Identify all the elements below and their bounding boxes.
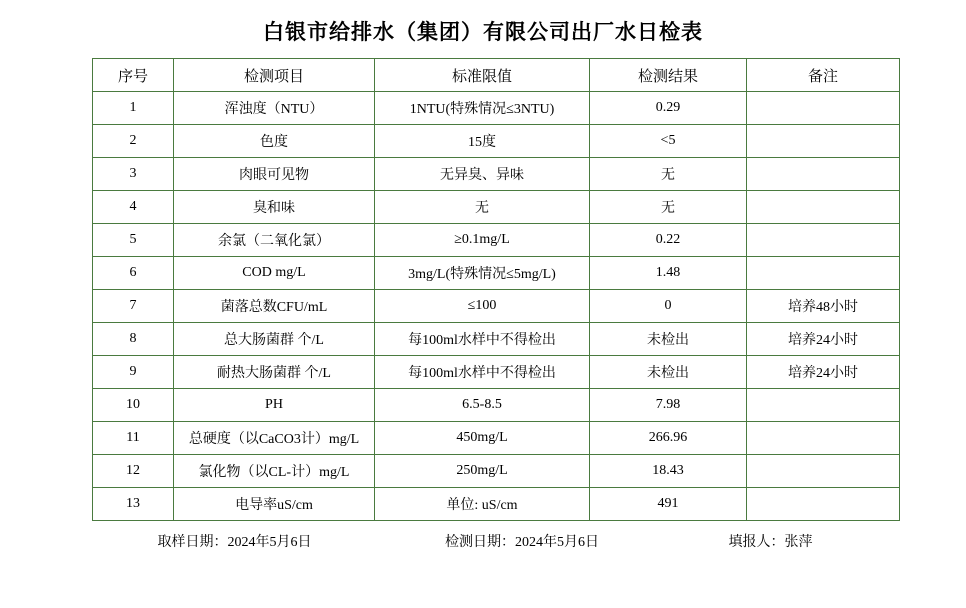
- cell-result: 491: [590, 488, 747, 521]
- table-row: [93, 191, 900, 224]
- column-header-item: 检测项目: [174, 59, 375, 92]
- cell-result: 18.43: [590, 455, 747, 488]
- cell-result: 7.98: [590, 389, 747, 422]
- cell-result: 266.96: [590, 422, 747, 455]
- cell-no: 3: [93, 158, 174, 191]
- sampling-date: 取样日期：2024年5月6日: [157, 535, 312, 550]
- cell-no: 13: [93, 488, 174, 521]
- cell-limit: ≥0.1mg/L: [375, 224, 590, 257]
- cell-limit: 3mg/L(特殊情况≤5mg/L): [375, 257, 590, 290]
- cell-no: 4: [93, 191, 174, 224]
- column-header-limit: 标准限值: [375, 59, 590, 92]
- cell-limit: 每100ml水样中不得检出: [375, 356, 590, 389]
- cell-limit: 15度: [375, 125, 590, 158]
- table-row: [93, 356, 900, 389]
- cell-no: 5: [93, 224, 174, 257]
- cell-item: 肉眼可见物: [174, 158, 375, 191]
- cell-item: 浑浊度（NTU）: [174, 92, 375, 125]
- cell-remark: 培养48小时: [747, 290, 900, 323]
- column-header-no: 序号: [93, 59, 174, 92]
- cell-remark: [747, 422, 900, 455]
- cell-limit: 单位: uS/cm: [375, 488, 590, 521]
- cell-item: COD mg/L: [174, 257, 375, 290]
- table-row: [93, 290, 900, 323]
- table-row: [93, 323, 900, 356]
- cell-result: 未检出: [590, 356, 747, 389]
- cell-result: <5: [590, 125, 747, 158]
- table-row: [93, 488, 900, 521]
- report-table-container: [0, 58, 966, 521]
- cell-remark: 培养24小时: [747, 323, 900, 356]
- reporter: 填报人：张萍: [728, 535, 813, 550]
- cell-item: 臭和味: [174, 191, 375, 224]
- cell-limit: 250mg/L: [375, 455, 590, 488]
- cell-remark: [747, 125, 900, 158]
- cell-remark: 培养24小时: [747, 356, 900, 389]
- cell-result: 未检出: [590, 323, 747, 356]
- cell-remark: [747, 191, 900, 224]
- cell-item: 耐热大肠菌群 个/L: [174, 356, 375, 389]
- cell-no: 6: [93, 257, 174, 290]
- cell-no: 1: [93, 92, 174, 125]
- cell-limit: 无异臭、异味: [375, 158, 590, 191]
- table-row: [93, 455, 900, 488]
- cell-remark: [747, 257, 900, 290]
- table-body: [93, 92, 900, 521]
- cell-no: 10: [93, 389, 174, 422]
- cell-item: 氯化物（以CL-计）mg/L: [174, 455, 375, 488]
- water-quality-table: [92, 58, 900, 521]
- cell-no: 7: [93, 290, 174, 323]
- table-row: [93, 257, 900, 290]
- cell-limit: ≤100: [375, 290, 590, 323]
- cell-result: 1.48: [590, 257, 747, 290]
- table-row: [93, 422, 900, 455]
- cell-item: PH: [174, 389, 375, 422]
- cell-item: 余氯（二氧化氯）: [174, 224, 375, 257]
- cell-no: 9: [93, 356, 174, 389]
- column-header-remark: 备注: [747, 59, 900, 92]
- cell-result: 0.29: [590, 92, 747, 125]
- table-row: [93, 158, 900, 191]
- cell-result: 无: [590, 158, 747, 191]
- cell-item: 色度: [174, 125, 375, 158]
- cell-remark: [747, 455, 900, 488]
- cell-remark: [747, 389, 900, 422]
- cell-remark: [747, 158, 900, 191]
- cell-no: 8: [93, 323, 174, 356]
- cell-remark: [747, 92, 900, 125]
- page-title: 白银市给排水（集团）有限公司出厂水日检表: [263, 20, 703, 44]
- table-row: [93, 389, 900, 422]
- table-row: [93, 92, 900, 125]
- cell-item: 总大肠菌群 个/L: [174, 323, 375, 356]
- cell-no: 11: [93, 422, 174, 455]
- cell-remark: [747, 224, 900, 257]
- cell-no: 12: [93, 455, 174, 488]
- cell-item: 电导率uS/cm: [174, 488, 375, 521]
- table-row: [93, 125, 900, 158]
- footer: [0, 531, 966, 551]
- cell-limit: 每100ml水样中不得检出: [375, 323, 590, 356]
- cell-limit: 1NTU(特殊情况≤3NTU): [375, 92, 590, 125]
- cell-remark: [747, 488, 900, 521]
- cell-no: 2: [93, 125, 174, 158]
- cell-item: 总硬度（以CaCO3计）mg/L: [174, 422, 375, 455]
- column-header-result: 检测结果: [590, 59, 747, 92]
- table-row: [93, 224, 900, 257]
- cell-limit: 450mg/L: [375, 422, 590, 455]
- cell-result: 0: [590, 290, 747, 323]
- table-header: [93, 59, 900, 92]
- cell-item: 菌落总数CFU/mL: [174, 290, 375, 323]
- cell-result: 无: [590, 191, 747, 224]
- cell-limit: 无: [375, 191, 590, 224]
- cell-limit: 6.5-8.5: [375, 389, 590, 422]
- cell-result: 0.22: [590, 224, 747, 257]
- table-header-row: [93, 59, 900, 92]
- testing-date: 检测日期：2024年5月6日: [445, 535, 599, 550]
